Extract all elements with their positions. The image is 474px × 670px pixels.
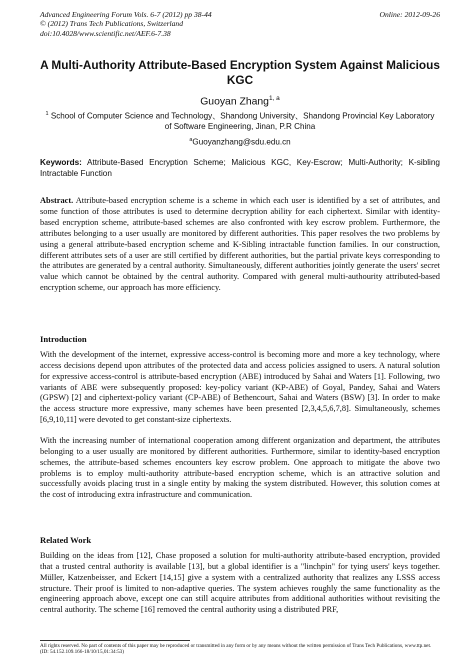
- introduction-paragraph-2: With the increasing number of international cooperation among different organization and department, the attributes belonging to a user usually are monitored by different authorities. Furthermore, similar to identity-based encryption schemes, the attribute-based schemes encounters key escrow problem. One approach to mitigate the above two problems is to employ multi-authority attribute-based encryption scheme, which is an attractive solution and successfully avoids placing trust in a single entity by making the system distributed. However, this solution comes at the cost of introducing extra infrastructure and communication.: [40, 436, 440, 500]
- paper-title: A Multi-Authority Attribute-Based Encryption System Against Malicious KGC: [40, 58, 440, 87]
- introduction-paragraph-1: With the development of the internet, expressive access-control is becoming more and more a key technology, where access decisions depend upon attributes of the protected data and access policies assigned to users. A natural solution for expressive access-control is attribute-based encryption (ABE) introduced by Sahai and Waters [1]. Following, two variants of ABE were subsequently proposed: key-policy variant (KP-ABE) of Goyal, Pandey, Sahai and Waters (GPSW) [2] and ciphertext-policy variant (CP-ABE) of Bethencourt, Sahai and Waters (BSW) [3]. In order to make the access structure more expressive, many schemes have been presented [2,3,4,5,6,7,8]. Simultaneously, schemes [6,9,10,11] were devoted to get constant-size ciphertexts.: [40, 350, 440, 425]
- online-date: Online: 2012-09-26: [379, 10, 440, 19]
- keywords: [40, 158, 440, 179]
- journal-header: [40, 10, 440, 38]
- affiliation: [44, 109, 436, 133]
- keywords-label: Keywords:: [40, 158, 82, 167]
- email-superscript: a: [189, 137, 193, 143]
- abstract-text: Attribute-based encryption scheme is a scheme in which each user is identified by a set of attributes, and some function of those attributes is used to determine decryption ability for each ciphertext. Similar with identity-based encryption scheme, attribute-based schemes are also confronted with key escrow problem. Furthermore, the attributes belonging to a user usually are monitored by different authorities. This paper resolves the two problems by using a general attribute-based encryption scheme and K-Sibling intractable function families. In our construction, different attributes sets of a user are still certified by different authorities, but the partial private keys corresponding to the attributes are generated by a central authority. Simultaneously, different authorities jointly generate the users' secret value which cannot be obtained by the central authority. Compared with general multi-authourity attributed-based encryption scheme, our approach has more efficiency.: [40, 196, 440, 293]
- copyright-line: © (2012) Trans Tech Publications, Switzerland: [40, 19, 184, 29]
- author-email: [40, 135, 440, 148]
- keywords-text: Attribute-Based Encryption Scheme; Malicious KGC, Key-Escrow; Multi-Authority; K-sibling Intractable Function: [40, 158, 440, 178]
- author-name: Guoyan Zhang: [200, 96, 269, 108]
- footer-divider: [40, 640, 190, 641]
- doi-line: doi:10.4028/www.scientific.net/AEF.6-7.38: [40, 28, 171, 38]
- author-superscript: 1, a: [268, 95, 280, 102]
- affiliation-superscript: 1: [45, 111, 49, 117]
- footer-rights-notice: All rights reserved. No part of contents of this paper may be reproduced or transmitted in any form or by any means without the written permission of Trans Tech Publications, www.ttp.net. (ID: 54.152.109.166-18/10/15,01:34:53): [40, 643, 432, 656]
- related-work-heading: Related Work: [40, 535, 92, 545]
- introduction-heading: Introduction: [40, 334, 87, 344]
- author-line: [40, 92, 440, 108]
- abstract-label: Abstract.: [40, 196, 74, 205]
- journal-citation: Advanced Engineering Forum Vols. 6-7 (2012) pp 38-44: [40, 10, 212, 19]
- related-work-paragraph-1: Building on the ideas from [12], Chase proposed a solution for multi-authority attribute-based encryption, provided that a trusted central authority is available [13], but a global identifier is a "linchpin" for tying users' keys together. Müller, Katzenbeisser, and Eckert [14,15] give a system with a centralized authority that realizes any LSSS access structure. Their proof is limited to non-adaptive queries. The system achieves roughly the same functionality as the engineering approach above, except one can still acquire attributes from additional authorities without revisiting the central authority. The scheme [16] removed the central authority using a distributed PRF,: [40, 551, 440, 615]
- email-address: Guoyanzhang@sdu.edu.cn: [192, 137, 291, 147]
- abstract: [40, 196, 440, 294]
- affiliation-text: School of Computer Science and Technology、Shandong University、Shandong Provincial Key Laboratory of Software Engineering, Jinan, P.R China: [50, 111, 435, 132]
